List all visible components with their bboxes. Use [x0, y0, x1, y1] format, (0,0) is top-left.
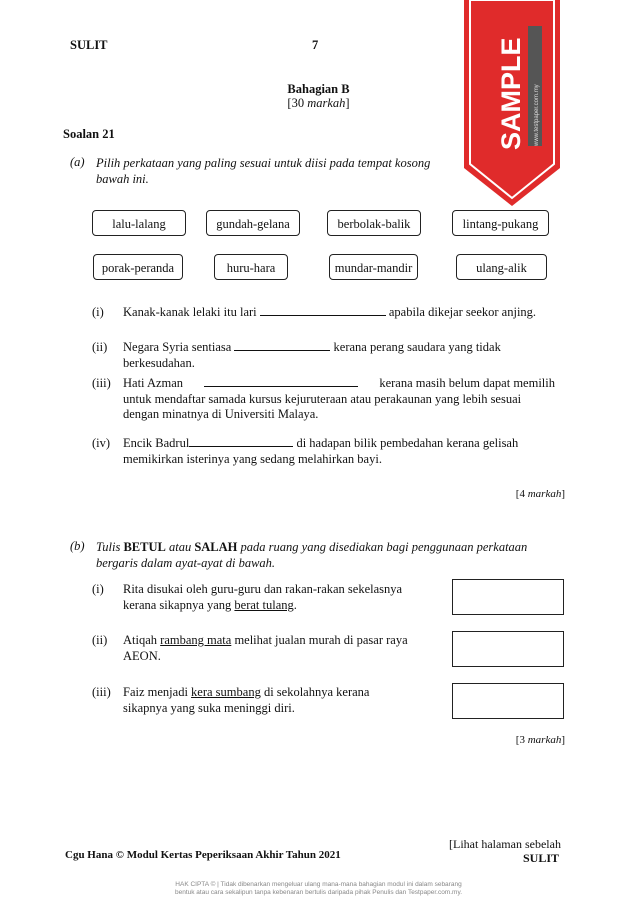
footer-sulit: SULIT — [523, 851, 560, 865]
word-box: lintang-pukang — [452, 210, 549, 236]
part-a-instruction: Pilih perkataan yang paling sesuai untuk diisi pada tempat kosong bawah ini. — [96, 156, 431, 186]
copyright-notice: HAK CIPTA © | Tidak dibenarkan mengeluar ulang mana-mana bahagian modul ini dalam sebarang bentuk atau cara sekalipun tanpa kebenaran bertulis daripada pihak Penulis dan Testpaper.com.my. — [174, 881, 463, 896]
word-box: berbolak-balik — [327, 210, 421, 236]
item-number: (i) — [92, 582, 104, 596]
fill-blank-item: Hati Azman kerana masih belum dapat memilih untuk mendaftar samada kursus kejuruteraan atau perakaunan yang lebih sesuai dengan minatnya di Universiti Malaya. — [123, 376, 555, 421]
item-number: (iii) — [92, 685, 111, 699]
item-number: (ii) — [92, 340, 108, 354]
part-b-marks: [3 markah] — [515, 734, 565, 746]
fill-blank-item: Negara Syria sentiasa kerana perang saudara yang tidak berkesudahan. — [123, 340, 501, 370]
word-box: lalu-lalang — [92, 210, 186, 236]
footer-next-page: [Lihat halaman sebelah — [449, 837, 561, 851]
item-number: (ii) — [92, 633, 108, 647]
section-title: Bahagian B — [287, 82, 350, 96]
answer-blank[interactable] — [260, 305, 386, 316]
word-box: ulang-alik — [456, 254, 547, 280]
part-a-label: (a) — [70, 155, 85, 169]
section-marks: [30 markah] — [287, 96, 350, 110]
word-box: huru-hara — [214, 254, 288, 280]
part-a-marks: [4 markah] — [515, 488, 565, 500]
item-number: (iii) — [92, 376, 111, 390]
answer-box[interactable] — [452, 631, 564, 667]
part-b-instruction: Tulis BETUL atau SALAH pada ruang yang disediakan bagi penggunaan perkataan bergaris dalam ayat-ayat di bawah. — [96, 540, 528, 570]
footer-credit: Cgu Hana © Modul Kertas Peperiksaan Akhir Tahun 2021 — [65, 849, 341, 861]
answer-box[interactable] — [452, 683, 564, 719]
fill-blank-item: Kanak-kanak lelaki itu lari apabila dikejar seekor anjing. — [123, 305, 537, 319]
watermark-side-text: www.testpaper.com.my — [534, 84, 540, 146]
true-false-item: Rita disukai oleh guru-guru dan rakan-rakan sekelasnya kerana sikapnya yang berat tulang. — [123, 582, 403, 612]
word-box: gundah-gelana — [206, 210, 300, 236]
word-box: porak-peranda — [93, 254, 183, 280]
item-number: (iv) — [92, 436, 111, 450]
true-false-item: Faiz menjadi kera sumbang di sekolahnya kerana sikapnya yang suka meninggi diri. — [123, 685, 370, 715]
answer-box[interactable] — [452, 579, 564, 615]
fill-blank-item: Encik Badrul di hadapan bilik pembedahan kerana gelisah memikirkan isterinya yang sedang melahirkan bayi. — [123, 436, 519, 466]
word-box: mundar-mandir — [329, 254, 418, 280]
header-sulit: SULIT — [70, 38, 108, 52]
part-b-label: (b) — [70, 539, 85, 553]
item-number: (i) — [92, 305, 104, 319]
page-number: 7 — [312, 38, 319, 52]
answer-blank[interactable] — [189, 436, 293, 447]
true-false-item: Atiqah rambang mata melihat jualan murah di pasar raya AEON. — [123, 633, 408, 663]
question-title: Soalan 21 — [63, 127, 115, 141]
watermark-text: SAMPLE — [496, 37, 526, 150]
answer-blank[interactable] — [234, 340, 330, 351]
answer-blank[interactable] — [204, 376, 358, 387]
